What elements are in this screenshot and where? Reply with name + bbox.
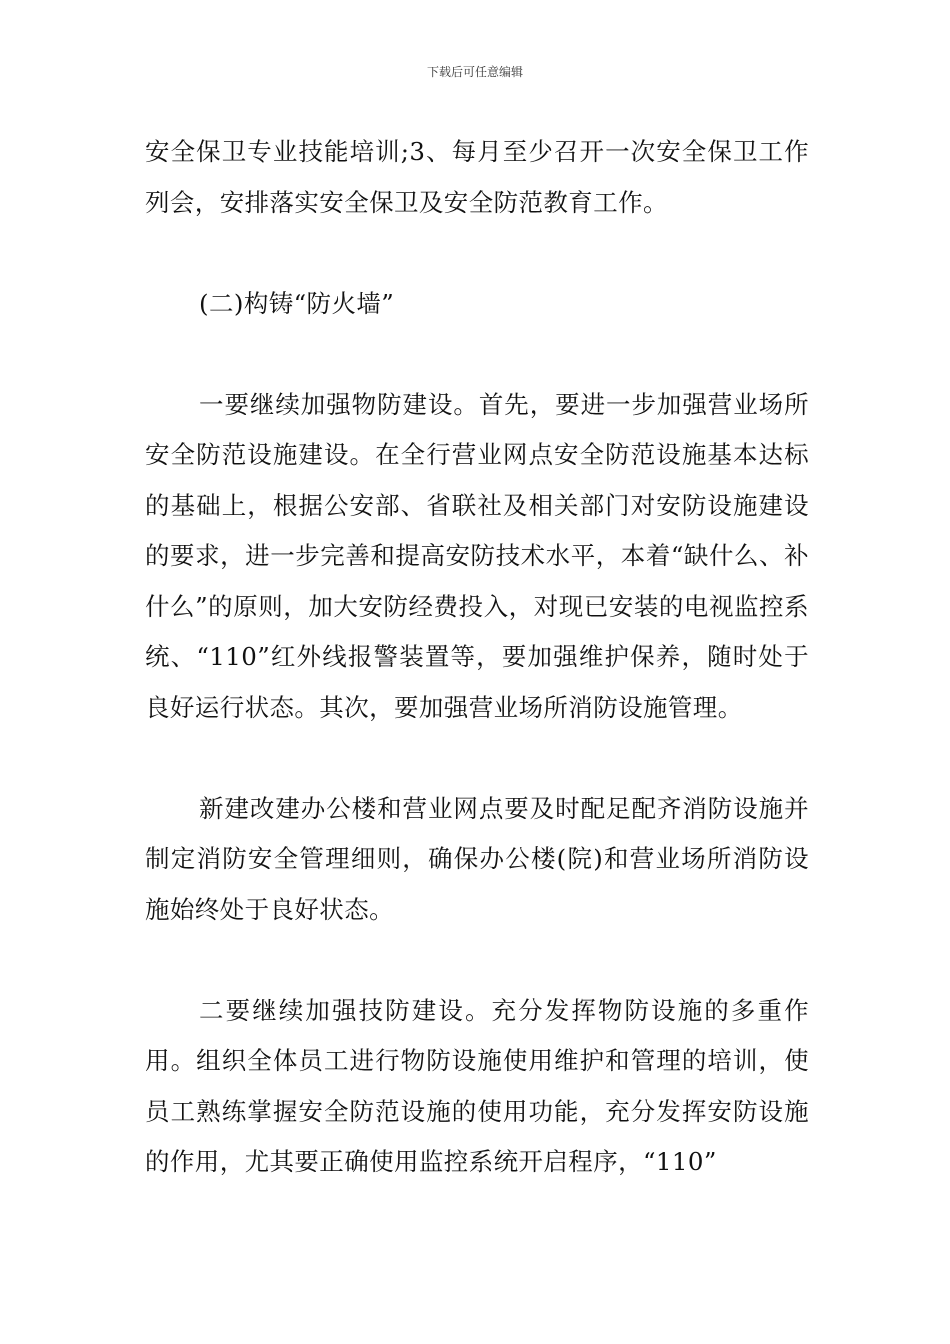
page-header-note: 下载后可任意编辑: [426, 65, 523, 79]
paragraph-technical-defense: 二要继续加强技防建设。充分发挥物防设施的多重作用。组织全体员工进行物防设施使用维护和管理的培训，使员工熟练掌握安全防范设施的使用功能，充分发挥安防设施的作用，尤其要正确使用监控系统开启程序，“110”: [145, 995, 809, 1176]
paragraph-fire-facilities: 新建改建办公楼和营业网点要及时配足配齐消防设施并制定消防安全管理细则，确保办公楼(院)和营业场所消防设施始终处于良好状态。: [145, 793, 809, 924]
paragraph-continuation: 安全保卫专业技能培训;3、每月至少召开一次安全保卫工作列会，安排落实安全保卫及安全防范教育工作。: [145, 137, 809, 217]
paragraph-spacer: [145, 228, 809, 279]
paragraph-spacer: [145, 935, 809, 986]
paragraph-physical-defense: 一要继续加强物防建设。首先，要进一步加强营业场所安全防范设施建设。在全行营业网点安全防范设施基本达标的基础上，根据公安部、省联社及相关部门对安防设施建设的要求，进一步完善和提高安防技术水平，本着“缺什么、补什么”的原则，加大安防经费投入，对现已安装的电视监控系统、“110”红外线报警装置等，要加强维护保养，随时处于良好运行状态。其次，要加强营业场所消防设施管理。: [145, 389, 809, 722]
paragraph-spacer: [145, 329, 809, 380]
paragraph-spacer: [145, 733, 809, 784]
section-heading: (二)构铸“防火墙”: [199, 288, 395, 318]
document-body: [145, 127, 809, 1188]
